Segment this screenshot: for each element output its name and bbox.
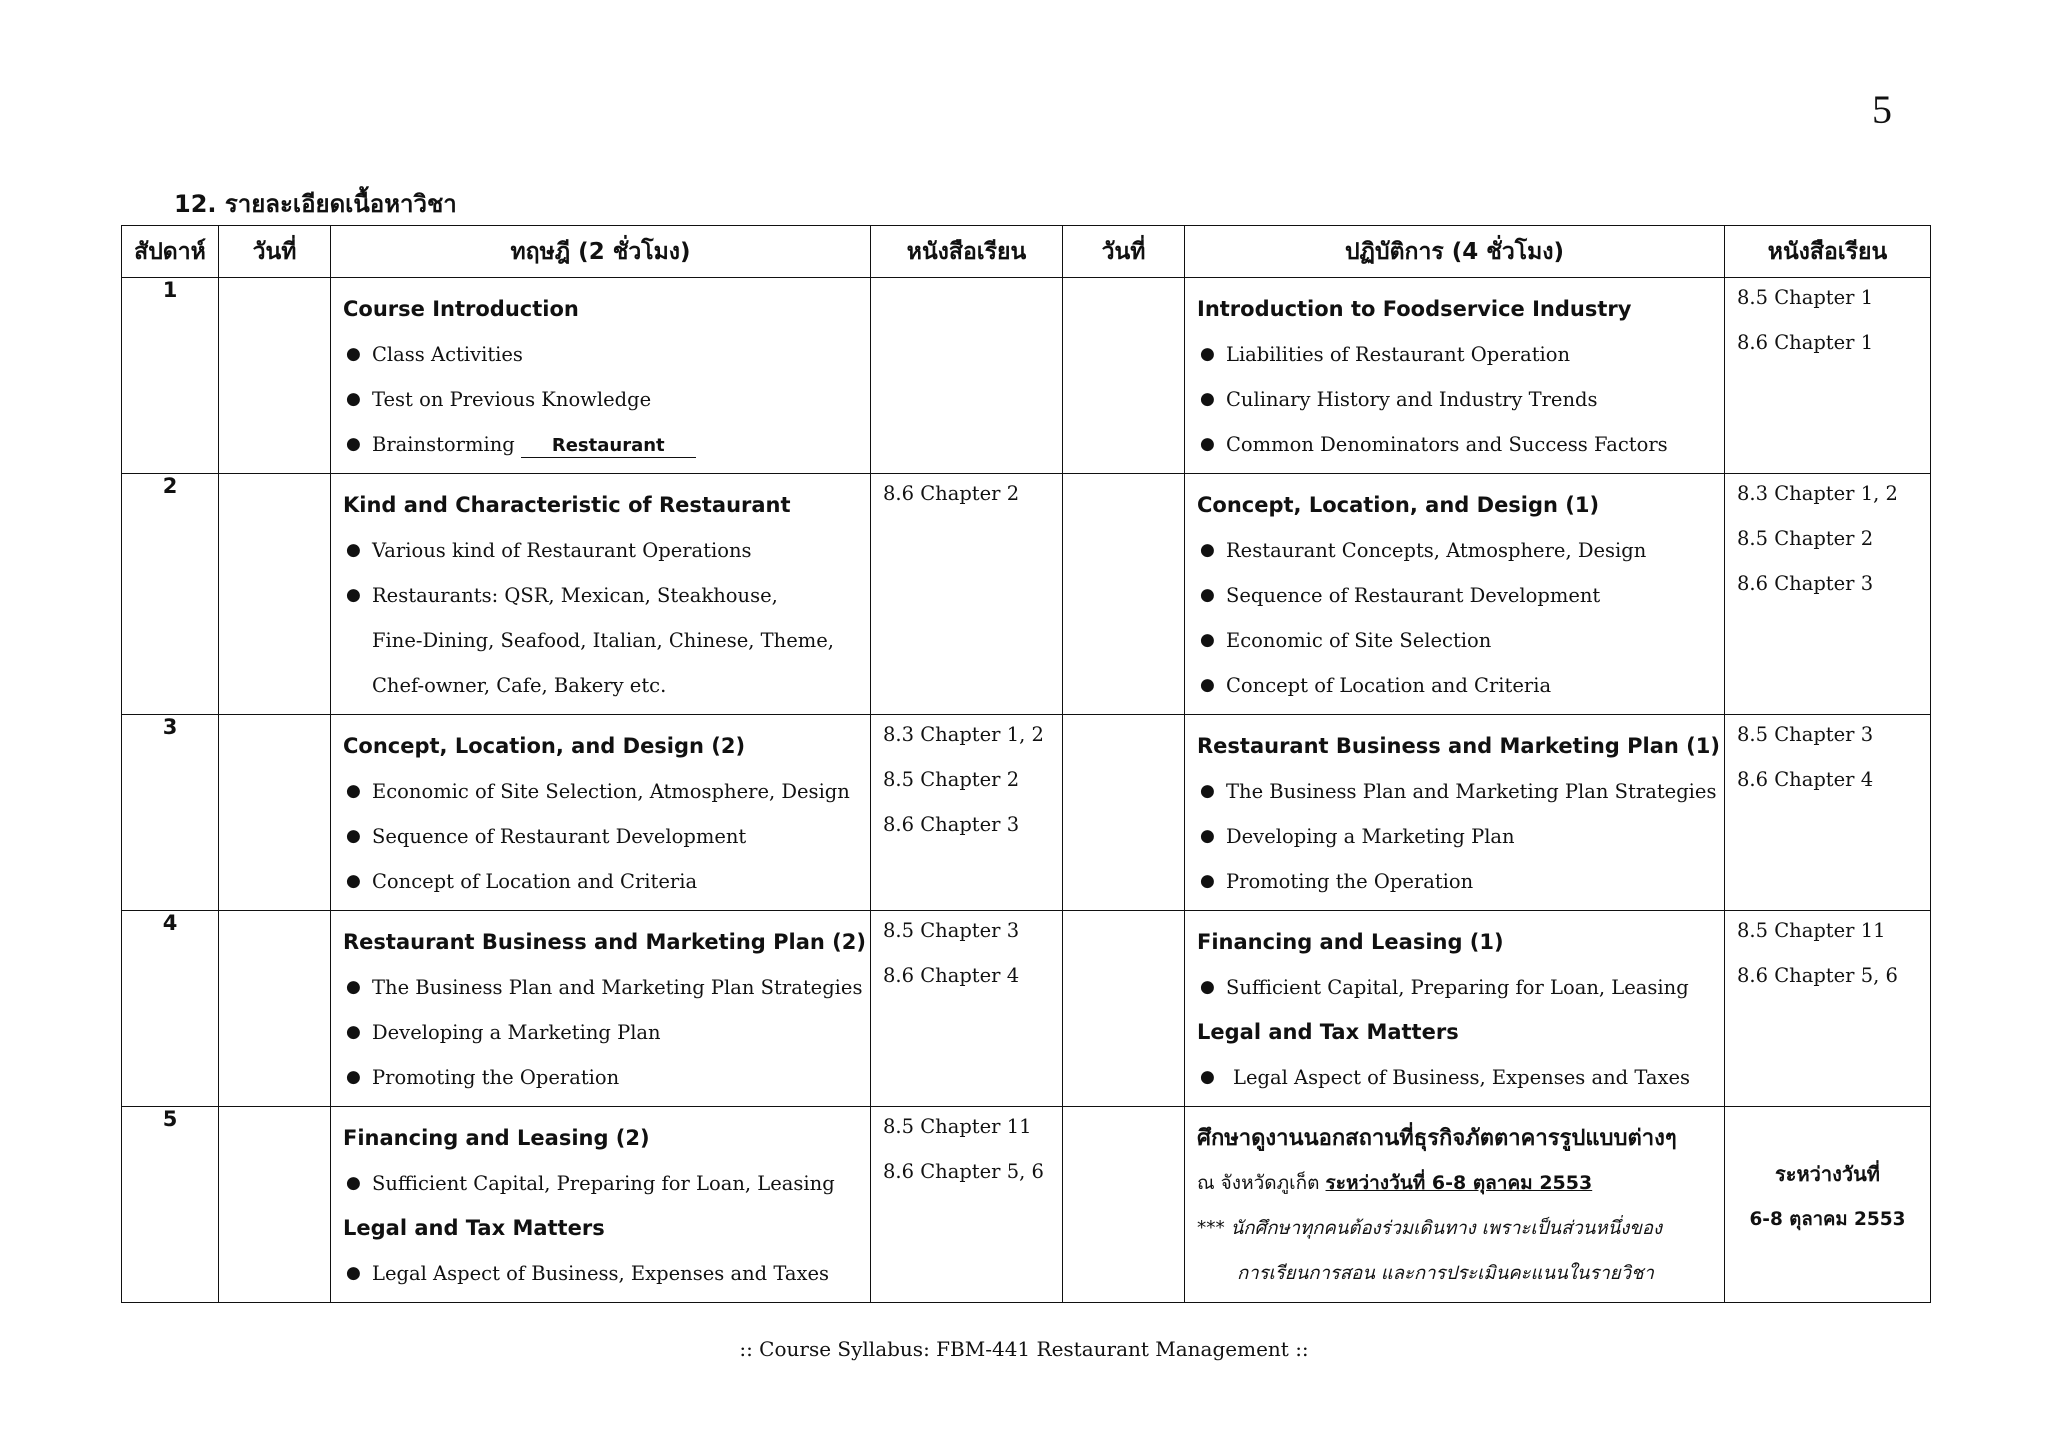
list-item: ● Restaurant Concepts, Atmosphere, Design bbox=[1200, 539, 1647, 562]
header-textbook: หนังสือเรียน bbox=[1725, 226, 1931, 278]
table-row bbox=[122, 715, 1931, 911]
list-item: ● Promoting the Operation bbox=[1200, 870, 1474, 893]
textbook-cell bbox=[1725, 278, 1931, 474]
list-item: ● Sequence of Restaurant Development bbox=[346, 825, 747, 848]
list-item: ● Economic of Site Selection bbox=[1200, 629, 1492, 652]
week-number: 3 bbox=[122, 715, 219, 911]
page-number: 5 bbox=[1872, 87, 1892, 132]
textbook-ref: 8.6 Chapter 4 bbox=[883, 964, 1020, 987]
week-number: 5 bbox=[122, 1107, 219, 1303]
textbook-ref: 8.6 Chapter 1 bbox=[1737, 331, 1874, 354]
list-item: ● Sequence of Restaurant Development bbox=[1200, 584, 1601, 607]
date-cell bbox=[1063, 474, 1185, 715]
textbook-ref: 8.5 Chapter 1 bbox=[1737, 286, 1874, 309]
date-cell bbox=[219, 715, 331, 911]
list-item: ● Sufficient Capital, Preparing for Loan, Leasing bbox=[346, 1172, 835, 1195]
list-item: ● Promoting the Operation bbox=[346, 1066, 620, 1089]
list-item: ● The Business Plan and Marketing Plan Strategies bbox=[346, 976, 863, 999]
header-theory: ทฤษฎี (2 ชั่วโมง) bbox=[331, 226, 871, 278]
topic-title: Concept, Location, and Design (1) bbox=[1197, 493, 1600, 517]
textbook-ref: 8.5 Chapter 11 bbox=[883, 1115, 1032, 1138]
list-item: ● Common Denominators and Success Factors bbox=[1200, 433, 1668, 456]
table-row bbox=[122, 911, 1931, 1107]
textbook-cell bbox=[1725, 715, 1931, 911]
field-trip-title: ศึกษาดูงานนอกสถานที่ธุรกิจภัตตาคารรูปแบบต่างๆ bbox=[1197, 1126, 1677, 1151]
topic-title: Restaurant Business and Marketing Plan (1) bbox=[1197, 734, 1720, 758]
header-week: สัปดาห์ bbox=[122, 226, 219, 278]
section-heading: 12. รายละเอียดเนื้อหาวิชา bbox=[174, 190, 457, 218]
practice-cell bbox=[1185, 278, 1725, 474]
textbook-ref: 8.6 Chapter 3 bbox=[883, 813, 1020, 836]
field-trip-note: การเรียนการสอน และการประเมินคะแนนในรายวิชา bbox=[1237, 1263, 1654, 1284]
date-cell bbox=[1063, 278, 1185, 474]
textbook-cell bbox=[1725, 911, 1931, 1107]
week-number: 1 bbox=[122, 278, 219, 474]
list-item: ● Economic of Site Selection, Atmosphere, Design bbox=[346, 780, 850, 803]
textbook-cell bbox=[1725, 474, 1931, 715]
week-number: 2 bbox=[122, 474, 219, 715]
topic-title: Financing and Leasing (1) bbox=[1197, 930, 1504, 954]
practice-cell bbox=[1185, 1107, 1725, 1303]
week-number: 4 bbox=[122, 911, 219, 1107]
theory-cell bbox=[331, 474, 871, 715]
textbook-cell bbox=[871, 715, 1063, 911]
list-item: ● Culinary History and Industry Trends bbox=[1200, 388, 1598, 411]
topic-title: Legal and Tax Matters bbox=[1197, 1020, 1459, 1044]
textbook-cell bbox=[871, 474, 1063, 715]
header-textbook: หนังสือเรียน bbox=[871, 226, 1063, 278]
textbook-ref: 8.5 Chapter 3 bbox=[883, 919, 1020, 942]
list-item-continuation: Chef-owner, Cafe, Bakery etc. bbox=[372, 674, 667, 697]
list-item: ● Liabilities of Restaurant Operation bbox=[1200, 343, 1571, 366]
list-item: ● The Business Plan and Marketing Plan Strategies bbox=[1200, 780, 1717, 803]
list-item: ● Concept of Location and Criteria bbox=[1200, 674, 1552, 697]
topic-title: Course Introduction bbox=[343, 297, 579, 321]
theory-cell bbox=[331, 1107, 871, 1303]
textbook-ref: 8.5 Chapter 3 bbox=[1737, 723, 1874, 746]
field-trip-dates: ณ จังหวัดภูเก็ต ระหว่างวันที่ 6-8 ตุลาคม 2553 bbox=[1197, 1172, 1593, 1194]
list-item: ● Developing a Marketing Plan bbox=[346, 1021, 661, 1044]
list-item-continuation: Fine-Dining, Seafood, Italian, Chinese, Theme, bbox=[372, 629, 834, 652]
table-row bbox=[122, 474, 1931, 715]
textbook-cell bbox=[871, 911, 1063, 1107]
date-cell bbox=[219, 474, 331, 715]
topic-title: Introduction to Foodservice Industry bbox=[1197, 297, 1632, 321]
textbook-cell bbox=[1725, 1107, 1931, 1303]
list-item: ● Sufficient Capital, Preparing for Loan, Leasing bbox=[1200, 976, 1689, 999]
list-item: ● Legal Aspect of Business, Expenses and Taxes bbox=[346, 1262, 829, 1285]
textbook-ref: 8.5 Chapter 2 bbox=[1737, 527, 1874, 550]
date-cell bbox=[1063, 911, 1185, 1107]
textbook-ref: 8.6 Chapter 5, 6 bbox=[1737, 964, 1898, 987]
topic-title: Financing and Leasing (2) bbox=[343, 1126, 650, 1150]
header-date: วันที่ bbox=[1063, 226, 1185, 278]
field-trip-date-box: ระหว่างวันที่ 6-8 ตุลาคม 2553 bbox=[1749, 1162, 1906, 1230]
list-item: ● Restaurants: QSR, Mexican, Steakhouse, bbox=[346, 584, 778, 607]
textbook-ref: 8.3 Chapter 1, 2 bbox=[883, 723, 1044, 746]
page-footer: :: Course Syllabus: FBM-441 Restaurant Management :: bbox=[739, 1337, 1309, 1361]
date-cell bbox=[219, 911, 331, 1107]
textbook-ref: 8.5 Chapter 11 bbox=[1737, 919, 1886, 942]
topic-title: Kind and Characteristic of Restaurant bbox=[343, 493, 791, 517]
list-item: ● Brainstorming Restaurant bbox=[343, 422, 858, 467]
textbook-ref: 8.6 Chapter 3 bbox=[1737, 572, 1874, 595]
textbook-cell bbox=[871, 1107, 1063, 1303]
textbook-cell bbox=[871, 278, 1063, 474]
practice-cell bbox=[1185, 911, 1725, 1107]
table-header-row bbox=[122, 226, 1931, 278]
date-cell bbox=[219, 1107, 331, 1303]
fill-in-blank: Restaurant bbox=[521, 435, 696, 458]
topic-title: Legal and Tax Matters bbox=[343, 1216, 605, 1240]
list-item: ● Various kind of Restaurant Operations bbox=[346, 539, 752, 562]
theory-cell bbox=[331, 278, 871, 474]
date-cell bbox=[1063, 715, 1185, 911]
table-row bbox=[122, 1107, 1931, 1303]
practice-cell bbox=[1185, 474, 1725, 715]
list-item: ● Test on Previous Knowledge bbox=[346, 388, 652, 411]
date-cell bbox=[1063, 1107, 1185, 1303]
textbook-ref: 8.6 Chapter 4 bbox=[1737, 768, 1874, 791]
practice-cell bbox=[1185, 715, 1725, 911]
textbook-ref: 8.6 Chapter 5, 6 bbox=[883, 1160, 1044, 1183]
date-cell bbox=[219, 278, 331, 474]
course-content-table bbox=[121, 225, 1931, 1303]
textbook-ref: 8.5 Chapter 2 bbox=[883, 768, 1020, 791]
list-item: ● Legal Aspect of Business, Expenses and Taxes bbox=[1200, 1066, 1690, 1089]
theory-cell bbox=[331, 911, 871, 1107]
header-date: วันที่ bbox=[219, 226, 331, 278]
list-item: ● Class Activities bbox=[346, 343, 523, 366]
theory-cell bbox=[331, 715, 871, 911]
table-row bbox=[122, 278, 1931, 474]
textbook-ref: 8.3 Chapter 1, 2 bbox=[1737, 482, 1898, 505]
header-practice: ปฏิบัติการ (4 ชั่วโมง) bbox=[1185, 226, 1725, 278]
list-item: ● Developing a Marketing Plan bbox=[1200, 825, 1515, 848]
textbook-ref: 8.6 Chapter 2 bbox=[883, 482, 1020, 505]
topic-title: Concept, Location, and Design (2) bbox=[343, 734, 746, 758]
topic-title: Restaurant Business and Marketing Plan (2) bbox=[343, 930, 866, 954]
list-item: ● Concept of Location and Criteria bbox=[346, 870, 698, 893]
field-trip-note: *** นักศึกษาทุกคนต้องร่วมเดินทาง เพราะเป็นส่วนหนึ่งของ bbox=[1197, 1218, 1663, 1239]
